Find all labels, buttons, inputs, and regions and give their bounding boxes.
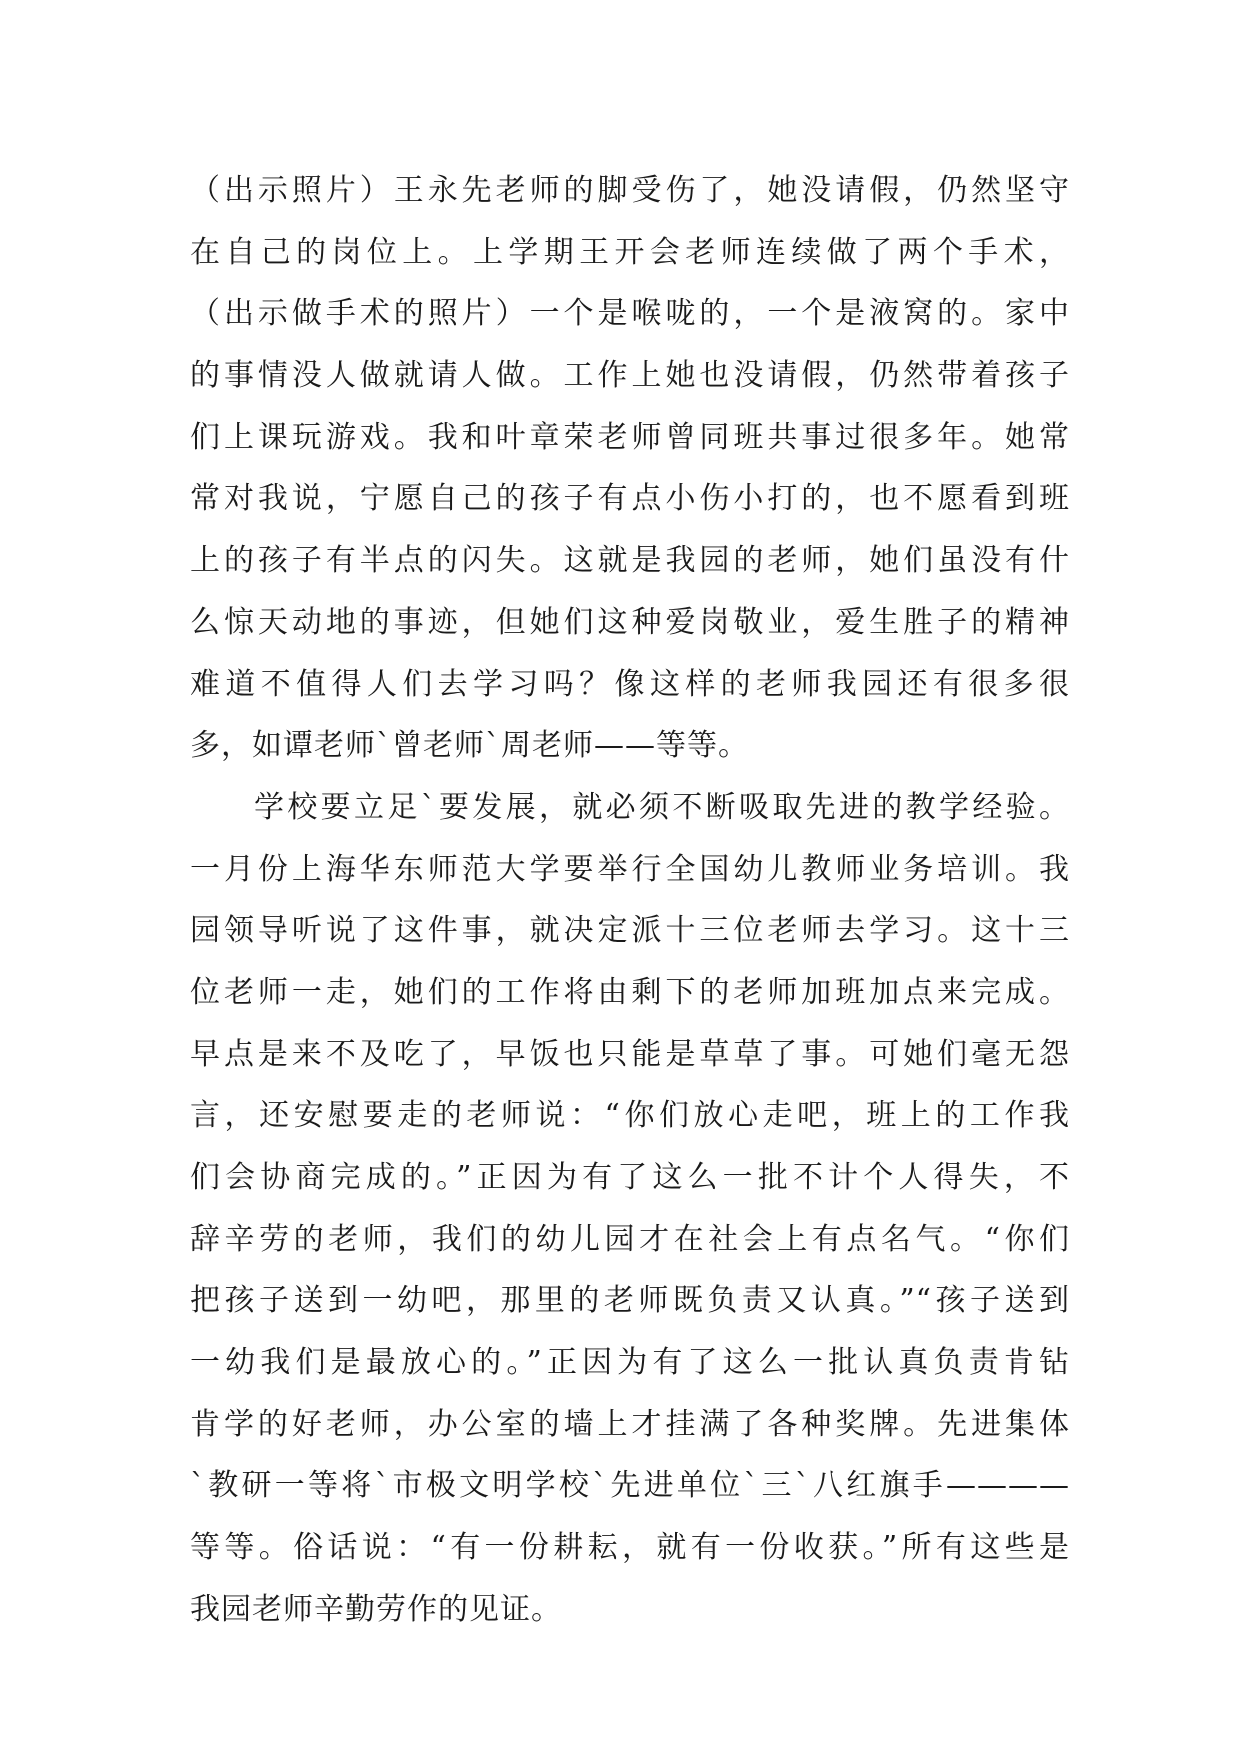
paragraph-1 bbox=[190, 160, 1070, 777]
text-line: 一月份上海华东师范大学要举行全国幼儿教师业务培训。我 bbox=[190, 851, 1070, 887]
text-line: 肯学的好老师，办公室的墙上才挂满了各种奖牌。先进集体 bbox=[190, 1406, 1070, 1442]
text-line: 早点是来不及吃了，早饭也只能是草草了事。可她们毫无怨 bbox=[190, 1036, 1070, 1072]
text-line: 多，如谭老师`曾老师`周老师——等等。 bbox=[190, 728, 749, 764]
text-line: 的事情没人做就请人做。工作上她也没请假，仍然带着孩子 bbox=[190, 358, 1070, 394]
text-line: （出示做手术的照片）一个是喉咙的，一个是液窝的。家中 bbox=[190, 296, 1070, 332]
text-line: 上的孩子有半点的闪失。这就是我园的老师，她们虽没有什 bbox=[190, 543, 1070, 579]
text-line: 把孩子送到一幼吧，那里的老师既负责又认真。”“孩子送到 bbox=[190, 1283, 1070, 1319]
body-text bbox=[190, 160, 1070, 1641]
text-line: 们会协商完成的。”正因为有了这么一批不计个人得失，不 bbox=[190, 1160, 1070, 1195]
text-line: 我园老师辛勤劳作的见证。 bbox=[190, 1591, 562, 1627]
text-line: 在自己的岗位上。上学期王开会老师连续做了两个手术， bbox=[190, 234, 1070, 270]
text-line: 常对我说，宁愿自己的孩子有点小伤小打的，也不愿看到班 bbox=[190, 481, 1070, 517]
text-line: 位老师一走，她们的工作将由剩下的老师加班加点来完成。 bbox=[190, 974, 1070, 1010]
text-line: 辞辛劳的老师，我们的幼儿园才在社会上有点名气。“你们 bbox=[190, 1221, 1070, 1257]
text-line: （出示照片）王永先老师的脚受伤了，她没请假，仍然坚守 bbox=[190, 173, 1070, 208]
text-line: 们上课玩游戏。我和叶章荣老师曾同班共事过很多年。她常 bbox=[190, 419, 1070, 455]
text-line: 难道不值得人们去学习吗？像这样的老师我园还有很多很 bbox=[190, 666, 1070, 702]
text-line: 言，还安慰要走的老师说：“你们放心走吧，班上的工作我 bbox=[190, 1098, 1070, 1134]
text-line: 等等。俗话说：“有一份耕耘，就有一份收获。”所有这些是 bbox=[190, 1530, 1070, 1566]
paragraph-2 bbox=[190, 777, 1070, 1641]
text-line: 园领导听说了这件事，就决定派十三位老师去学习。这十三 bbox=[190, 913, 1070, 949]
text-line: 一幼我们是最放心的。”正因为有了这么一批认真负责肯钻 bbox=[190, 1345, 1070, 1381]
text-line: 么惊天动地的事迹，但她们这种爱岗敬业，爱生胜子的精神 bbox=[190, 604, 1070, 640]
text-line: `教研一等将`市极文明学校`先进单位`三`八红旗手———— bbox=[190, 1468, 1070, 1504]
text-line: 学校要立足`要发展，就必须不断吸取先进的教学经验。 bbox=[254, 789, 1070, 825]
